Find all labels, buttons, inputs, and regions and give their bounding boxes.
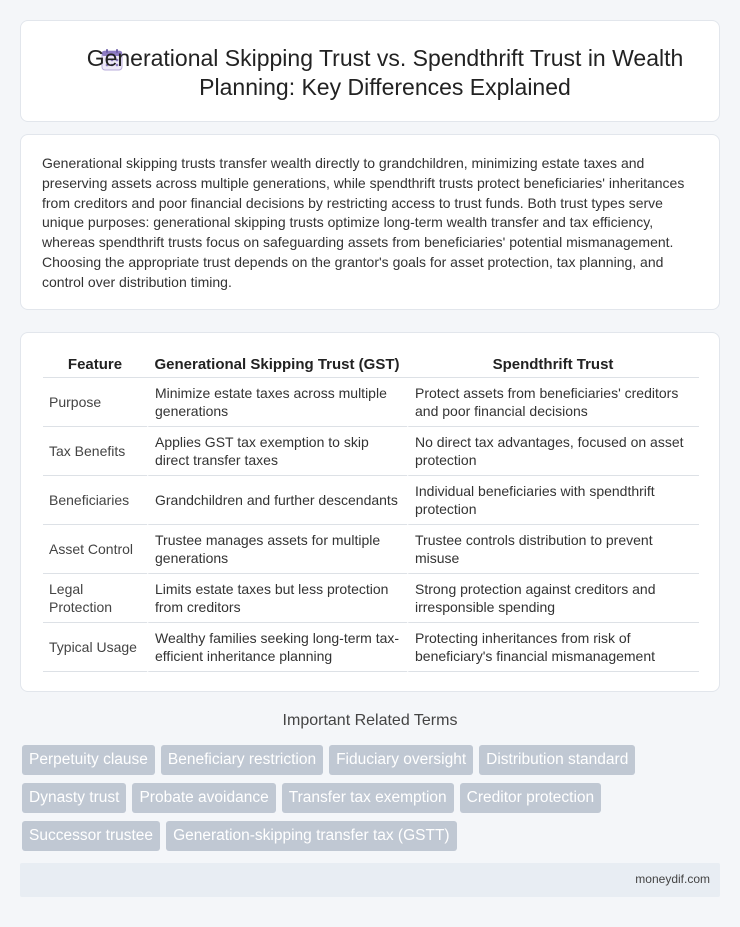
header-feature: Feature bbox=[43, 353, 147, 378]
title-card bbox=[20, 20, 720, 122]
related-term-tag[interactable]: Transfer tax exemption bbox=[282, 783, 454, 813]
related-term-tag[interactable]: Distribution standard bbox=[479, 745, 635, 775]
row-gst: Trustee manages assets for multiple generations bbox=[147, 525, 407, 574]
related-term-tag[interactable]: Perpetuity clause bbox=[22, 745, 155, 775]
table-row bbox=[43, 525, 699, 574]
row-gst: Minimize estate taxes across multiple generations bbox=[147, 378, 407, 427]
table-row bbox=[43, 427, 699, 476]
row-gst: Applies GST tax exemption to skip direct transfer taxes bbox=[147, 427, 407, 476]
row-gst: Limits estate taxes but less protection from creditors bbox=[147, 574, 407, 623]
row-feature: Typical Usage bbox=[43, 623, 147, 672]
row-spendthrift: Protect assets from beneficiaries' creditors and poor financial decisions bbox=[407, 378, 699, 427]
row-spendthrift: No direct tax advantages, focused on asset protection bbox=[407, 427, 699, 476]
row-feature: Asset Control bbox=[43, 525, 147, 574]
row-gst: Grandchildren and further descendants bbox=[147, 476, 407, 525]
row-feature: Legal Protection bbox=[43, 574, 147, 623]
related-terms-list bbox=[22, 745, 702, 859]
related-term-tag[interactable]: Generation-skipping transfer tax (GSTT) bbox=[166, 821, 457, 851]
row-feature: Tax Benefits bbox=[43, 427, 147, 476]
table-row bbox=[43, 574, 699, 623]
table-row bbox=[43, 378, 699, 427]
row-spendthrift: Trustee controls distribution to prevent misuse bbox=[407, 525, 699, 574]
row-feature: Beneficiaries bbox=[43, 476, 147, 525]
row-spendthrift: Protecting inheritances from risk of beneficiary's financial mismanagement bbox=[407, 623, 699, 672]
row-gst: Wealthy families seeking long-term tax-efficient inheritance planning bbox=[147, 623, 407, 672]
row-feature: Purpose bbox=[43, 378, 147, 427]
related-term-tag[interactable]: Beneficiary restriction bbox=[161, 745, 323, 775]
related-terms-heading: Important Related Terms bbox=[282, 712, 458, 729]
footer-bar bbox=[20, 863, 720, 897]
header-gst: Generational Skipping Trust (GST) bbox=[147, 353, 407, 378]
table-row bbox=[43, 476, 699, 525]
page-title: Generational Skipping Trust vs. Spendthrift Trust in Wealth Planning: Key Differences Explained bbox=[86, 45, 684, 100]
row-spendthrift: Strong protection against creditors and irresponsible spending bbox=[407, 574, 699, 623]
intro-paragraph: Generational skipping trusts transfer wealth directly to grandchildren, minimizing estate taxes and preserving assets across multiple generations, while spendthrift trusts protect beneficiaries' inheritances from creditors and poor financial decisions by restricting access to trust funds. Both trust types serve unique purposes: generational skipping trusts optimize long-term wealth transfer and tax efficiency, whereas spendthrift trusts focus on safeguarding assets from beneficiaries' potential mismanagement. Choosing the appropriate trust depends on the grantor's goals for asset protection, tax planning, and control over distribution timing. bbox=[42, 155, 685, 290]
header-spendthrift: Spendthrift Trust bbox=[407, 353, 699, 378]
table-row bbox=[43, 623, 699, 672]
site-link[interactable]: moneydif.com bbox=[635, 872, 710, 886]
related-term-tag[interactable]: Probate avoidance bbox=[132, 783, 275, 813]
comparison-table bbox=[43, 353, 699, 672]
intro-card bbox=[20, 134, 720, 310]
table-header-row bbox=[43, 353, 699, 378]
row-spendthrift: Individual beneficiaries with spendthrift protection bbox=[407, 476, 699, 525]
related-term-tag[interactable]: Creditor protection bbox=[460, 783, 602, 813]
related-term-tag[interactable]: Fiduciary oversight bbox=[329, 745, 473, 775]
related-term-tag[interactable]: Dynasty trust bbox=[22, 783, 126, 813]
comparison-card bbox=[20, 332, 720, 692]
related-term-tag[interactable]: Successor trustee bbox=[22, 821, 160, 851]
